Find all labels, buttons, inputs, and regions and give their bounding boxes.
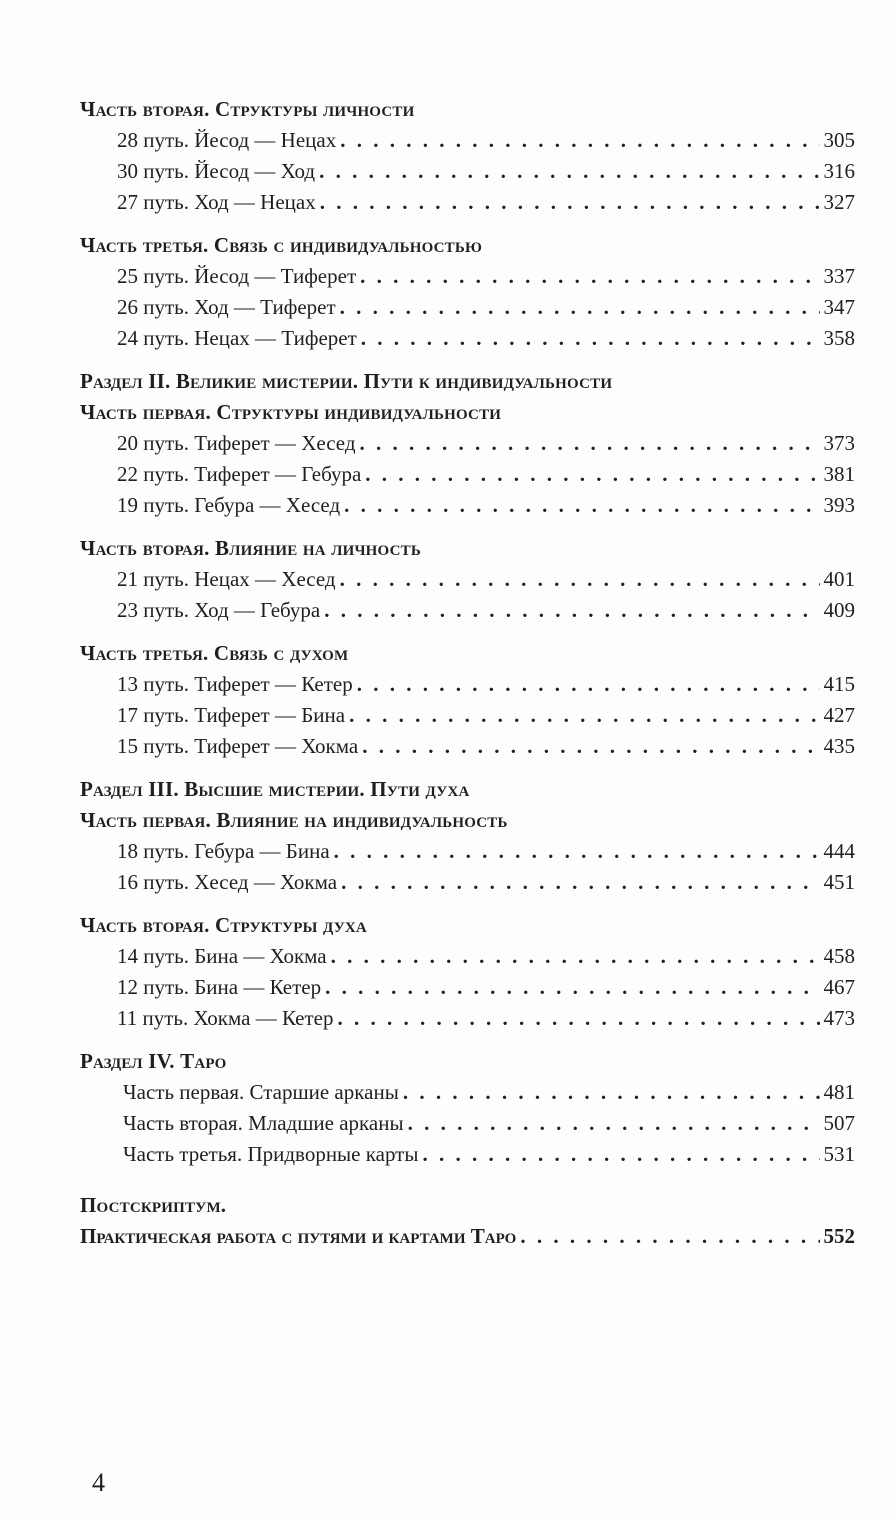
entry-page: 316 [823,159,855,183]
part-heading: Часть третья. Связь с духом [80,641,349,665]
toc-entry [80,595,855,626]
table-of-contents [80,94,855,1252]
leader-dots [325,972,819,1003]
entry-title: 21 путь. Нецах — Хесед [117,567,336,591]
entry-title: Часть вторая. Младшие арканы [123,1111,404,1135]
part-heading: Часть третья. Связь с индивидуальностью [80,233,483,257]
entry-title: 16 путь. Хесед — Хокма [117,870,338,894]
toc-entry [80,292,855,323]
entry-page: 458 [823,944,855,968]
toc-entry [80,972,855,1003]
toc-group [80,638,855,762]
entry-page: 337 [823,264,855,288]
toc-entry [80,669,855,700]
entry-title: 27 путь. Ход — Нецах [117,190,316,214]
part-heading: Часть вторая. Структуры духа [80,913,367,937]
entry-page: 409 [823,598,855,622]
toc-entry [80,459,855,490]
entry-title: 26 путь. Ход — Тиферет [117,295,336,319]
part-heading: Часть первая. Структуры индивидуальности [80,400,502,424]
entry-title: 30 путь. Йесод — Ход [117,159,316,183]
leader-dots [334,836,820,867]
entry-page: 393 [823,493,855,517]
toc-entry [80,428,855,459]
toc-group [80,910,855,1034]
entry-title: Практическая работа с путями и картами Таро [80,1224,517,1248]
entry-page: 507 [823,1111,855,1135]
toc-entry [80,731,855,762]
entry-page: 347 [823,295,855,319]
toc-entry [80,490,855,521]
entry-page: 358 [823,326,855,350]
entry-title: 20 путь. Тиферет — Хесед [117,431,356,455]
toc-postscript [80,1190,855,1252]
leader-dots [422,1139,819,1170]
entry-title: 13 путь. Тиферет — Кетер [117,672,353,696]
entry-page: 373 [823,431,855,455]
toc-group [80,230,855,354]
leader-dots [361,323,820,354]
leader-dots [357,669,820,700]
toc-entry [80,261,855,292]
page-number: 4 [92,1468,105,1497]
leader-dots [324,595,819,626]
toc-entry [80,564,855,595]
entry-title: Часть первая. Старшие арканы [123,1080,399,1104]
leader-dots [319,156,819,187]
leader-dots [362,731,819,762]
toc-entry [80,125,855,156]
toc-entry [80,1221,855,1252]
leader-dots [341,867,819,898]
entry-page: 401 [823,567,855,591]
toc-entry [80,1139,855,1170]
toc-entry [80,836,855,867]
entry-title: 22 путь. Тиферет — Гебура [117,462,362,486]
entry-page: 415 [823,672,855,696]
leader-dots [403,1077,820,1108]
toc-entry [80,1108,855,1139]
entry-title: 23 путь. Ход — Гебура [117,598,321,622]
entry-page: 327 [823,190,855,214]
entry-page: 381 [823,462,855,486]
toc-entry [80,1003,855,1034]
part-heading: Часть вторая. Структуры личности [80,97,415,121]
entry-title: 19 путь. Гебура — Хесед [117,493,341,517]
leader-dots [340,292,820,323]
toc-entry [80,941,855,972]
toc-entry [80,323,855,354]
leader-dots [331,941,820,972]
entry-page: 451 [823,870,855,894]
toc-entry [80,1077,855,1108]
entry-page: 531 [823,1142,855,1166]
leader-dots [340,125,819,156]
entry-title: 17 путь. Тиферет — Бина [117,703,346,727]
entry-page: 473 [823,1006,855,1030]
entry-title: 25 путь. Йесод — Тиферет [117,264,357,288]
toc-entry [80,700,855,731]
entry-title: 15 путь. Тиферет — Хокма [117,734,359,758]
leader-dots [365,459,819,490]
entry-page: 552 [823,1224,855,1248]
entry-page: 467 [823,975,855,999]
part-heading: Часть первая. Влияние на индивидуальность [80,808,508,832]
entry-page: 444 [823,839,855,863]
entry-title: 28 путь. Йесод — Нецах [117,128,337,152]
toc-section [80,366,855,521]
leader-dots [338,1003,820,1034]
entry-title: 24 путь. Нецах — Тиферет [117,326,357,350]
leader-dots [340,564,820,595]
toc-entry [80,187,855,218]
entry-page: 435 [823,734,855,758]
postscript-heading: Постскриптум. [80,1193,227,1217]
leader-dots [360,428,820,459]
leader-dots [408,1108,820,1139]
leader-dots [349,700,819,731]
entry-title: 12 путь. Бина — Кетер [117,975,322,999]
toc-group [80,94,855,218]
leader-dots [344,490,819,521]
toc-section [80,1046,855,1170]
leader-dots [360,261,819,292]
entry-title: 18 путь. Гебура — Бина [117,839,330,863]
section-heading: Раздел IV. Таро [80,1049,227,1073]
toc-entry [80,867,855,898]
toc-group [80,533,855,626]
entry-title: 11 путь. Хокма — Кетер [117,1006,334,1030]
part-heading: Часть вторая. Влияние на личность [80,536,421,560]
entry-page: 481 [823,1080,855,1104]
section-heading: Раздел II. Великие мистерии. Пути к индивидуальности [80,369,613,393]
section-heading: Раздел III. Высшие мистерии. Пути духа [80,777,470,801]
entry-title: 14 путь. Бина — Хокма [117,944,327,968]
leader-dots [320,187,820,218]
toc-entry [80,156,855,187]
entry-page: 305 [823,128,855,152]
toc-section [80,774,855,898]
entry-page: 427 [823,703,855,727]
entry-title: Часть третья. Придворные карты [123,1142,419,1166]
leader-dots [520,1221,819,1252]
